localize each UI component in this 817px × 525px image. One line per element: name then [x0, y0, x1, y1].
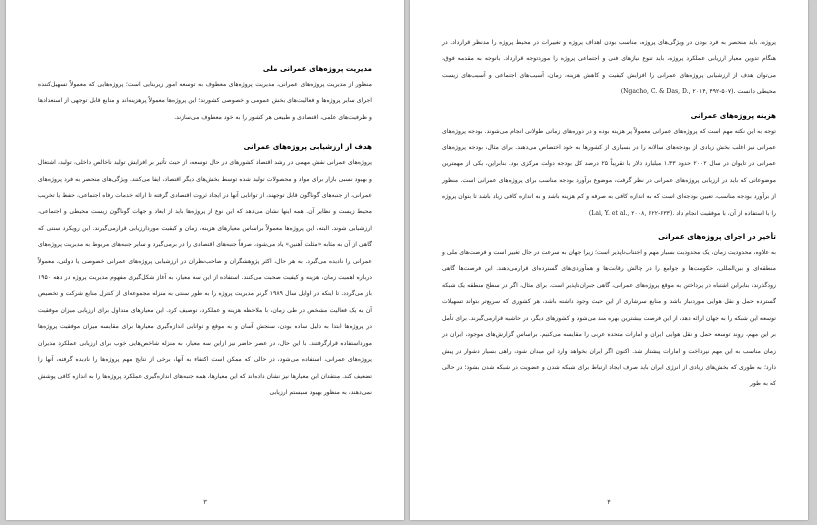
paragraph-project-cost	[442, 124, 776, 222]
left-page	[6, 0, 404, 520]
paragraph-continued-text: پروژه، باید منحصر به فرد بودن در ویژگی‌های پروژه، مناسب بودن اهداف پروژه و تغییرات در محیط پروژه را مدنظر قرارداد. در هنگام تدوین معیار ارزیابی عملکرد پروژه، باید تنوع نیازهای فنی و اجتماعی پروژه را موردتوجه قرارداد. باتوجه به مقدمه فوق، می‌توان هدف از ارزشیابی پروژه‌های عمرانی را افزایش کیفیت و کاهش هزینه، زمان، آسیب‌های اجتماعی و آسیب‌های زیست محیطی دانست	[442, 39, 776, 96]
right-page-content	[442, 35, 776, 401]
paragraph-national-projects: منظور از مدیریت پروژه‌های عمرانی، مدیریت پروژه‌های معطوف به توسعه امور زیربنایی است؛ پروژه‌هایی که معمولاً تسهیل‌کننده اجرای سایر پروژه‌ها و فعالیت‌های بخش عمومی و خصوصی کشورند؛ این پروژه‌ها معمولاً پرهزینه‌اند و منابع قابل توجهی از استعدادها و ظرفیت‌های علمی، اقتصادی و طبیعی هر کشور را به خود معطوف می‌سازند.	[38, 81, 372, 121]
section-heading-project-cost: هزینه پروژه‌های عمرانی	[690, 110, 776, 120]
paragraph-project-delay: به علاوه، محدودیت زمان، یک محدودیت بسیار مهم و اجتناب‌ناپذیر است؛ زیرا جهان به سرعت در حال تغییر است و فرصت‌های ملی و منطقه‌ای و بین‌المللی، حکومت‌ها و جوامع را در چالش رقابت‌ها و همآوردی‌های گسترده‌ای قرارمی‌دهند. این فرصت‌ها گاهی زودگذرند، بنابراین اشتباه در پرداختن به موقع پروژه‌های عمرانی، گاهی جبران‌ناپذیر است. برای مثال، اگر در سطح منطقه یک شبکه گسترده حمل و نقل هوایی موردنیاز باشد و منابع سرشاری از این حیث وجود داشته باشد، هر کشوری که سریع‌تر بتواند تسهیلات توسعه این شبکه را به جهان ارائه دهد، از این فرصت بیشترین بهره مند می‌شود و کشورهای دیگر، در حاشیه قرارمی‌گیرند. برای تأمل بر این مهم، روند توسعه حمل و نقل هوایی ایران و امارات متحده عربی را مقایسه می‌کنیم. براساس گزارش‌های موجود، ایران در زمان مناسب به این مهم نپرداخت و امارات پیشتاز شد. اکنون اگر ایران بخواهد وارد این میدان شود، راهی بسیار دشوار در پیش دارد؛ به طوری که بخش‌های زیادی از انرژی ایران باید صرف ایجاد ارتباط برای شبکه شدن و عضویت در شبکه شدن بشود؛ در حالی که به طور	[442, 249, 776, 388]
right-page	[410, 0, 808, 520]
section-heading-national-projects: مدیریت پروژه‌های عمرانی ملی	[262, 64, 372, 73]
page-number: ۴	[607, 498, 611, 506]
paragraph-continued	[442, 35, 776, 101]
citation: (Lai, Y. et al., ۲۰۰۸, ۶۲۲-۶۳۳).	[588, 209, 675, 217]
section-heading-evaluation-goal: هدف از ارزشیابی پروژه‌های عمرانی	[243, 142, 372, 152]
paragraph-evaluation-goal: پروژه‌های عمرانی نقش مهمی در رشد اقتصاد کشورهای در حال توسعه، از حیث تأثیر بر افزایش تولید ناخالص داخلی، تولید، اشتغال و بهبود نسبی بازار برای مواد و محصولات تولید شده توسط بخش‌های دیگر اقتصاد، ایفا می‌کنند. ویژگی‌های منحصر به فرد پروژه‌های عمرانی، از جنبه‌های گوناگون قابل توجهند، از توانایی آنها در ایجاد ثروت اقتصادی گرفته تا ارائه خدمات رفاه اجتماعی، حفظ یا تخریب محیط زیست و نظایر آن. همه اینها نشان می‌دهد که این نوع از پروژه‌ها باید از ابعاد و جهات گوناگون زیست محیطی و اجتماعی، ارزشیابی شوند. البته، این پروژه‌ها معمولاً براساس معیارهای هزینه، زمان و کیفیت موردارزیابی قرارمی‌گیرند. این رویکرد سنتی که گاهی از آن به مثابه «مثلث آهنین» یاد می‌شود، صرفاً جنبه‌های اقتصادی را در برمی‌گیرد و سایر جنبه‌های مربوط به مدیریت پروژه‌های عمرانی را نادیده می‌گیرد. به هر حال، اکثر پژوهشگران و صاحب‌نظران در ارزشیابی پروژه‌های عمرانی خصوصی یا دولتی، معمولاً درباره اهمیت زمان، هزینه و کیفیت صحبت می‌کنند. استفاده از این سه معیار، به آغاز شکل‌گیری مفهوم مدیریت پروژه در دهه ۱۹۵۰ باز می‌گردد. تا اینکه در اوایل سال ۱۹۸۹ گرنر مدیریت پروژه را به طور سنتی به منزله مجموعه‌ای از کنترل منابع شرکت و تخصیص آن به یک فعالیت مشخص در طی زمان، با ملاحظه هزینه و عملکرد، توصیف کرد. این معیارهای متداول برای ارزیابی میزان موفقیت در پروژه‌ها ابتدا به دلیل ساده بودن، سنجش آسان و به موقع و توانایی اندازه‌گیری معیارها برای مقایسه میزان موفقیت پروژه‌ها مورداستفاده قرارگرفتند. با این حال، در عصر حاضر نیز ازاین سه معیار، به منزله شاخص‌هایی خوب برای ارزیابی عملکرد مدیران پروژه‌های عمرانی، استفاده می‌شود، در حالی که ممکن است اکتفاء به آنها، برخی از نتایج مهم پروژه‌ها را نادیده گرفته، آنها را تضعیف کند. منتقدان این معیارها نیز نشان داده‌اند که این معیارها، همه جنبه‌های اندازه‌گیری عملکرد پروژه‌ها را به اندازه کافی پوشش نمی‌دهند، به منظور بهبود سیستم ارزیابی	[38, 159, 372, 396]
left-page-content	[38, 64, 372, 409]
citation: (Ngacho, C. & Das, D., ۲۰۱۴, ۴۹۲-۵۰۷).	[620, 88, 736, 96]
page-number: ۳	[203, 498, 207, 506]
section-heading-project-delay: تأخیر در اجرای پروژه‌های عمرانی	[658, 232, 776, 242]
paragraph-project-cost-text: توجه به این نکته مهم است که پروژه‌های عمرانی معمولاً پر هزینه بوده و در دوره‌های زمانی طولانی انجام می‌شوند. بودجه پروژه‌های عمرانی نیز اغلب بخش زیادی از بودجه‌های سالانه را در بسیاری از کشورها به خود اختصاص می‌دهند. برای مثال، بودجه پروژه‌های عمرانی در تایوان در سال ۲۰۰۲ حدود ۱.۳۳ میلیارد دلار یا تقریباً ۲۵ درصد کل بودجه دولت مرکزی بود. بنابراین، یکی از مهمترین موضوعاتی که باید در ارزیابی پروژه‌های عمرانی در نظر گرفت، موضوع برآورد بودجه مناسب برای پروژه‌های عمرانی است. منظور از برآورد بودجه مناسب، تعیین بودجه‌ای است که به اندازه کافی به صرفه و کم هزینه باشد و به اندازه کافی زیاد باشد تا بتوان پروژه را با استفاده از آن، با موفقیت انجام داد	[442, 127, 777, 217]
